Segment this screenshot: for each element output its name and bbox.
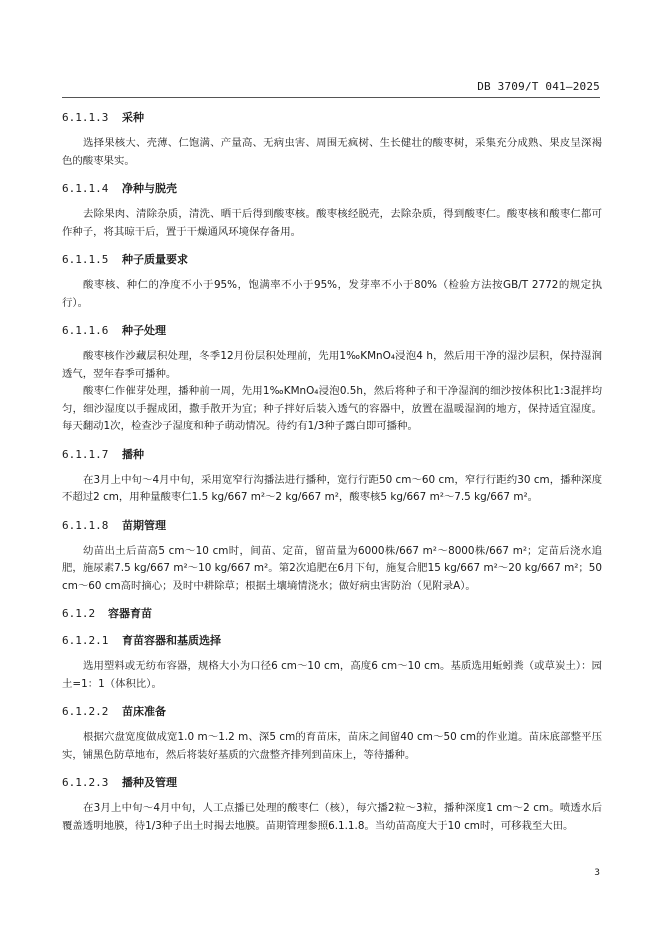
body-paragraph: 去除果肉、清除杂质，清洗、晒干后得到酸枣核。酸枣核经脱壳，去除杂质，得到酸枣仁。酸枣核和酸枣仁都可作种子，将其晾干后，置于干燥通风环境保存备用。 bbox=[62, 208, 602, 238]
document-code: DB 3709/T 041—2025 bbox=[477, 80, 600, 93]
section-heading bbox=[62, 773, 602, 793]
section-title: 采种 bbox=[122, 111, 144, 124]
section-number: 6.1.2 bbox=[62, 607, 96, 620]
section-heading bbox=[62, 108, 602, 128]
body-paragraph: 在3月上中旬～4月中旬，人工点播已处理的酸枣仁（核），每穴播2粒～3粒，播种深度1 cm～2 cm。喷透水后覆盖透明地膜，待1/3种子出土时揭去地膜。苗期管理参照6.1.1.8。当幼苗高度大于10 cm时，可移栽至大田。 bbox=[62, 802, 602, 832]
section-number: 6.1.1.6 bbox=[62, 324, 109, 337]
section-heading bbox=[62, 604, 602, 624]
section-heading bbox=[62, 702, 602, 722]
section-heading bbox=[62, 250, 602, 270]
section-number: 6.1.2.2 bbox=[62, 705, 109, 718]
document-body bbox=[62, 108, 602, 844]
section-number: 6.1.1.4 bbox=[62, 182, 109, 195]
body-paragraph: 酸枣核作沙藏层积处理，冬季12月份层积处理前，先用1‰KMnO₄浸泡4 h，然后用干净的湿沙层积，保持湿润透气，翌年春季可播种。 bbox=[62, 350, 602, 380]
body-paragraph: 幼苗出土后苗高5 cm～10 cm时，间苗、定苗，留苗量为6000株/667 m²～8000株/667 m²；定苗后浇水追肥，施尿素7.5 kg/667 m²～10 kg/667 m²。第2次追肥在6月下旬，施复合肥15 kg/667 m²～20 kg/667 m²；50 cm～60 cm高时摘心；及时中耕除草；根据土壤墒情浇水；做好病虫害防治（见附录A）。 bbox=[62, 544, 602, 592]
section-title: 净种与脱壳 bbox=[122, 182, 177, 195]
body-paragraph: 酸枣核、种仁的净度不小于95%，饱满率不小于95%，发芽率不小于80%（检验方法按GB/T 2772的规定执行）。 bbox=[62, 279, 602, 309]
section-number: 6.1.1.7 bbox=[62, 447, 109, 461]
body-paragraph: 选用塑料或无纺布容器，规格大小为口径6 cm～10 cm，高度6 cm～10 cm。基质选用蚯蚓粪（或草炭土）：园土=1：1（体积比）。 bbox=[62, 660, 602, 690]
section-heading bbox=[62, 516, 602, 536]
body-paragraph: 选择果核大、壳薄、仁饱满、产量高、无病虫害、周围无疯树、生长健壮的酸枣树，采集充分成熟、果皮呈深褐色的酸枣果实。 bbox=[62, 137, 602, 167]
section-heading bbox=[62, 321, 602, 341]
section-title: 种子处理 bbox=[122, 324, 166, 337]
section-title: 种子质量要求 bbox=[122, 253, 188, 266]
section-title: 容器育苗 bbox=[108, 607, 152, 620]
section-heading bbox=[62, 631, 602, 651]
section-number: 6.1.1.3 bbox=[62, 111, 109, 124]
body-paragraph: 在3月上中旬～4月中旬，采用宽窄行沟播法进行播种，宽行行距50 cm～60 cm，窄行行距约30 cm，播种深度不超过2 cm，用种量酸枣仁1.5 kg/667 m²～2 kg/667 m²，酸枣核5 kg/667 m²～7.5 kg/667 m²。 bbox=[62, 473, 602, 503]
section-number: 6.1.2.3 bbox=[62, 776, 109, 789]
section-title: 苗床准备 bbox=[122, 705, 166, 718]
section-number: 6.1.1.8 bbox=[62, 518, 109, 532]
section-title: 育苗容器和基质选择 bbox=[122, 634, 221, 647]
body-paragraph: 根据穴盘宽度做成宽1.0 m～1.2 m、深5 cm的育苗床，苗床之间留40 cm～50 cm的作业道。苗床底部整平压实，铺黑色防草地布，然后将装好基质的穴盘整齐排列到苗床上，等待播种。 bbox=[62, 731, 602, 761]
section-number: 6.1.2.1 bbox=[62, 634, 109, 647]
page-number: 3 bbox=[594, 868, 600, 878]
section-title: 播种及管理 bbox=[122, 776, 177, 789]
section-title: 播种 bbox=[122, 447, 144, 461]
section-title: 苗期管理 bbox=[122, 518, 166, 532]
section-number: 6.1.1.5 bbox=[62, 253, 109, 266]
section-heading bbox=[62, 179, 602, 199]
section-heading bbox=[62, 445, 602, 465]
header-divider bbox=[62, 97, 600, 98]
body-paragraph: 酸枣仁作催芽处理，播种前一周，先用1‰KMnO₄浸泡0.5h，然后将种子和干净湿润的细沙按体积比1:3混拌均匀，细沙湿度以手握成团，撒手散开为宜；种子拌好后装入透气的容器中，放置在温暖湿润的地方，保持适宜湿度。每天翻动1次，检查沙子湿度和种子萌动情况。待约有1/3种子露白即可播种。 bbox=[62, 385, 602, 432]
